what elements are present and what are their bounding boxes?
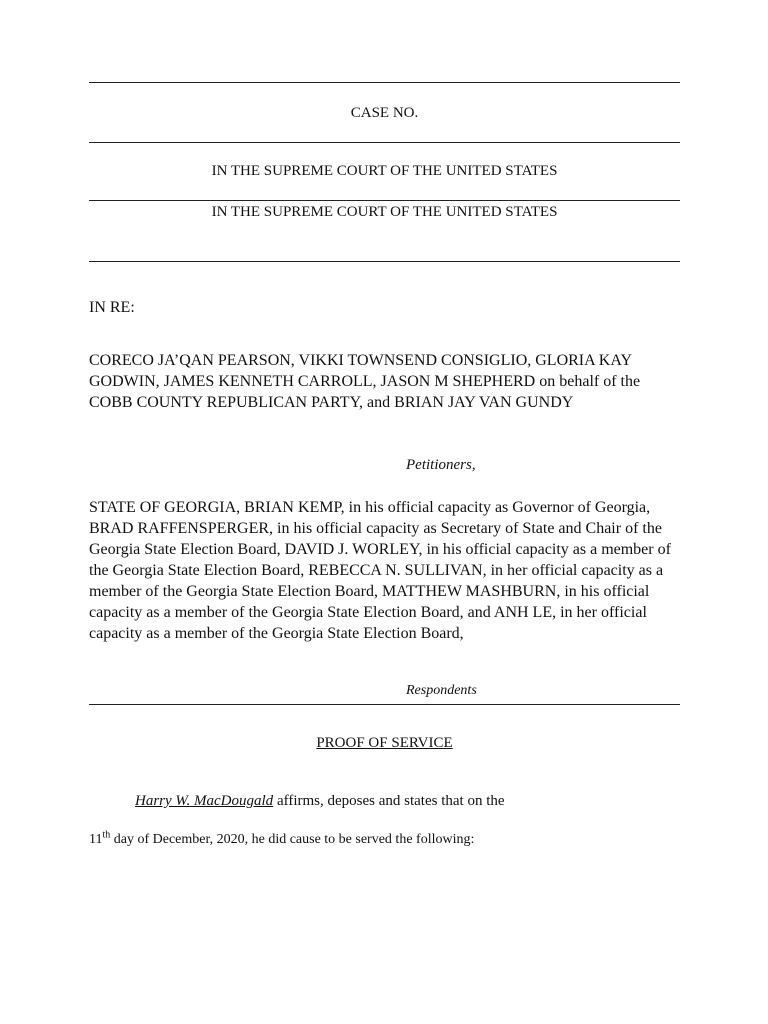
affirmation-text: affirms, deposes and states that on the	[273, 793, 505, 809]
in-re-label: IN RE:	[89, 299, 135, 316]
petitioners-names: CORECO JA’QAN PEARSON, VIKKI TOWNSEND CONSIGLIO, GLORIA KAY GODWIN, JAMES KENNETH CARROLL, JASON M SHEPHERD on behalf of the COBB COUNTY REPUBLICAN PARTY, and BRIAN JAY VAN GUNDY	[89, 352, 641, 411]
day-number: 11	[89, 832, 103, 847]
rule-4	[89, 261, 680, 262]
court-title-1: IN THE SUPREME COURT OF THE UNITED STATES	[211, 163, 558, 179]
proof-title-text: PROOF OF SERVICE	[316, 735, 453, 751]
respondents-label: Respondents	[406, 683, 477, 698]
day-suffix: th	[102, 829, 111, 841]
top-rule	[89, 82, 680, 83]
affiant-name: Harry W. MacDougald	[135, 793, 274, 809]
date-text: day of December, 2020, he did cause to be served the following:	[110, 832, 475, 847]
rule-5	[89, 704, 680, 705]
respondents-names: STATE OF GEORGIA, BRIAN KEMP, in his official capacity as Governor of Georgia, BRAD RAFFENSPERGER, in his official capacity as Secretary of State and Chair of the Georgia State Election Board, DAVID J. WORLEY, in his official capacity as a member of the Georgia State Election Board, REBECCA N. SULLIVAN, in her official capacity as a member of the Georgia State Election Board, MATTHEW MASHBURN, in his official capacity as a member of the Georgia State Election Board, and ANH LE, in her official capacity as a member of the Georgia State Election Board,	[89, 499, 671, 642]
affirmation-line	[135, 791, 695, 812]
rule-2	[89, 142, 680, 143]
rule-3	[89, 200, 680, 201]
petitioners-label: Petitioners,	[406, 457, 476, 473]
proof-of-service-title	[89, 735, 680, 752]
court-title-2: IN THE SUPREME COURT OF THE UNITED STATES	[211, 204, 558, 220]
date-line	[89, 829, 689, 850]
case-number: CASE NO.	[350, 105, 419, 121]
